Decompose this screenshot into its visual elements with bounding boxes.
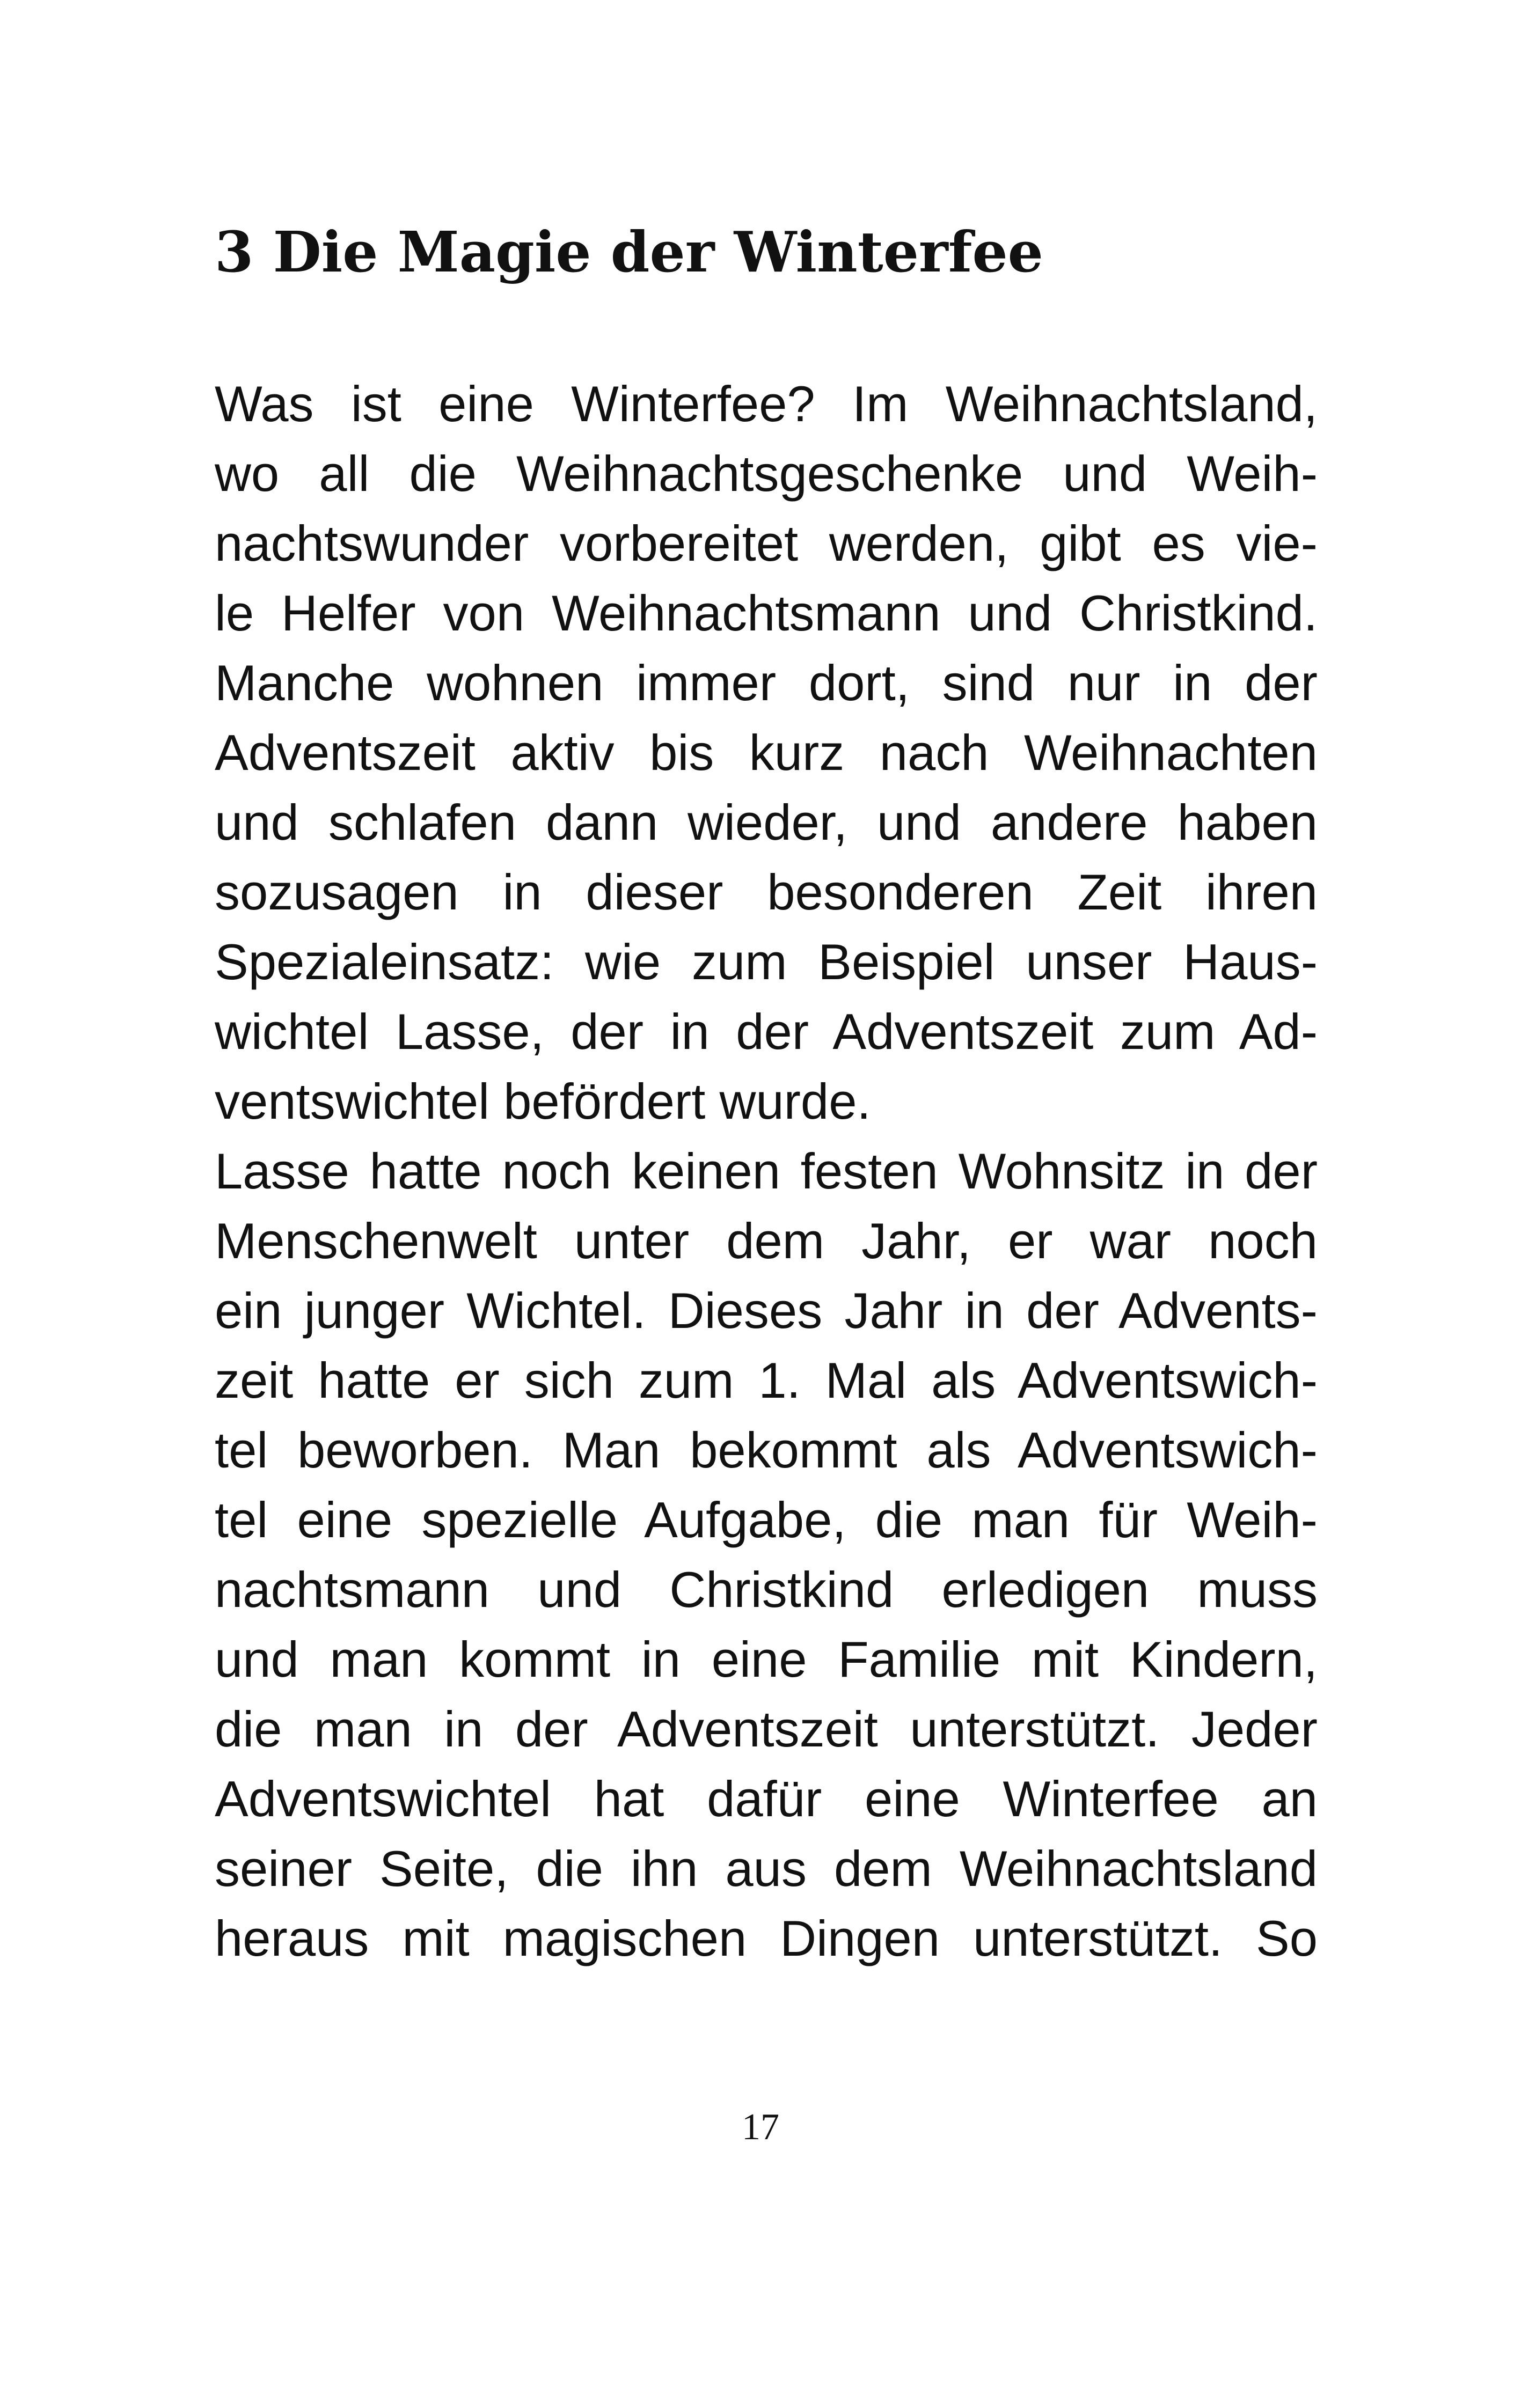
text-line: wichtel Lasse, der in der Adventszeit zum Ad- [215,1003,1318,1060]
text-line: Was ist eine Winterfee? Im Weihnachtsland, [215,376,1318,432]
text-line: tel beworben. Man bekommt als Adventswich- [215,1422,1318,1478]
text-line: Spezialeinsatz: wie zum Beispiel unser Haus- [215,934,1318,990]
text-line: Menschenwelt unter dem Jahr, er war noch [215,1213,1318,1269]
page-number: 17 [742,2106,779,2148]
text-line: zeit hatte er sich zum 1. Mal als Adventswich- [215,1352,1318,1408]
chapter-title: 3 Die Magie der Winterfee [215,219,1043,285]
text-line: Adventszeit aktiv bis kurz nach Weihnachten [215,724,1318,781]
text-line: ein junger Wichtel. Dieses Jahr in der Advents- [215,1282,1318,1339]
text-line: tel eine spezielle Aufgabe, die man für Weih- [215,1492,1318,1548]
text-line: die man in der Adventszeit unterstützt. Jeder [215,1701,1318,1757]
paragraph-2 [215,1136,1318,1973]
text-line: ventswichtel befördert wurde. [215,1073,871,1129]
text-line: und schlafen dann wieder, und andere haben [215,794,1318,850]
text-line: und man kommt in eine Familie mit Kindern, [215,1631,1318,1687]
paragraph-1 [215,369,1318,1136]
text-line: heraus mit magischen Dingen unterstützt. So [215,1910,1318,1966]
text-line: Adventswichtel hat dafür eine Winterfee an [215,1771,1318,1827]
text-line: wo all die Weihnachtsgeschenke und Weih- [215,445,1318,502]
text-line: le Helfer von Weihnachtsmann und Christkind. [215,585,1318,641]
text-line: Lasse hatte noch keinen festen Wohnsitz in der [215,1143,1318,1199]
text-line: Manche wohnen immer dort, sind nur in der [215,655,1318,711]
text-line: sozusagen in dieser besonderen Zeit ihren [215,864,1318,920]
text-line: nachtswunder vorbereitet werden, gibt es vie- [215,515,1318,571]
text-line: nachtsmann und Christkind erledigen muss [215,1561,1318,1618]
text-line: seiner Seite, die ihn aus dem Weihnachtsland [215,1840,1318,1897]
